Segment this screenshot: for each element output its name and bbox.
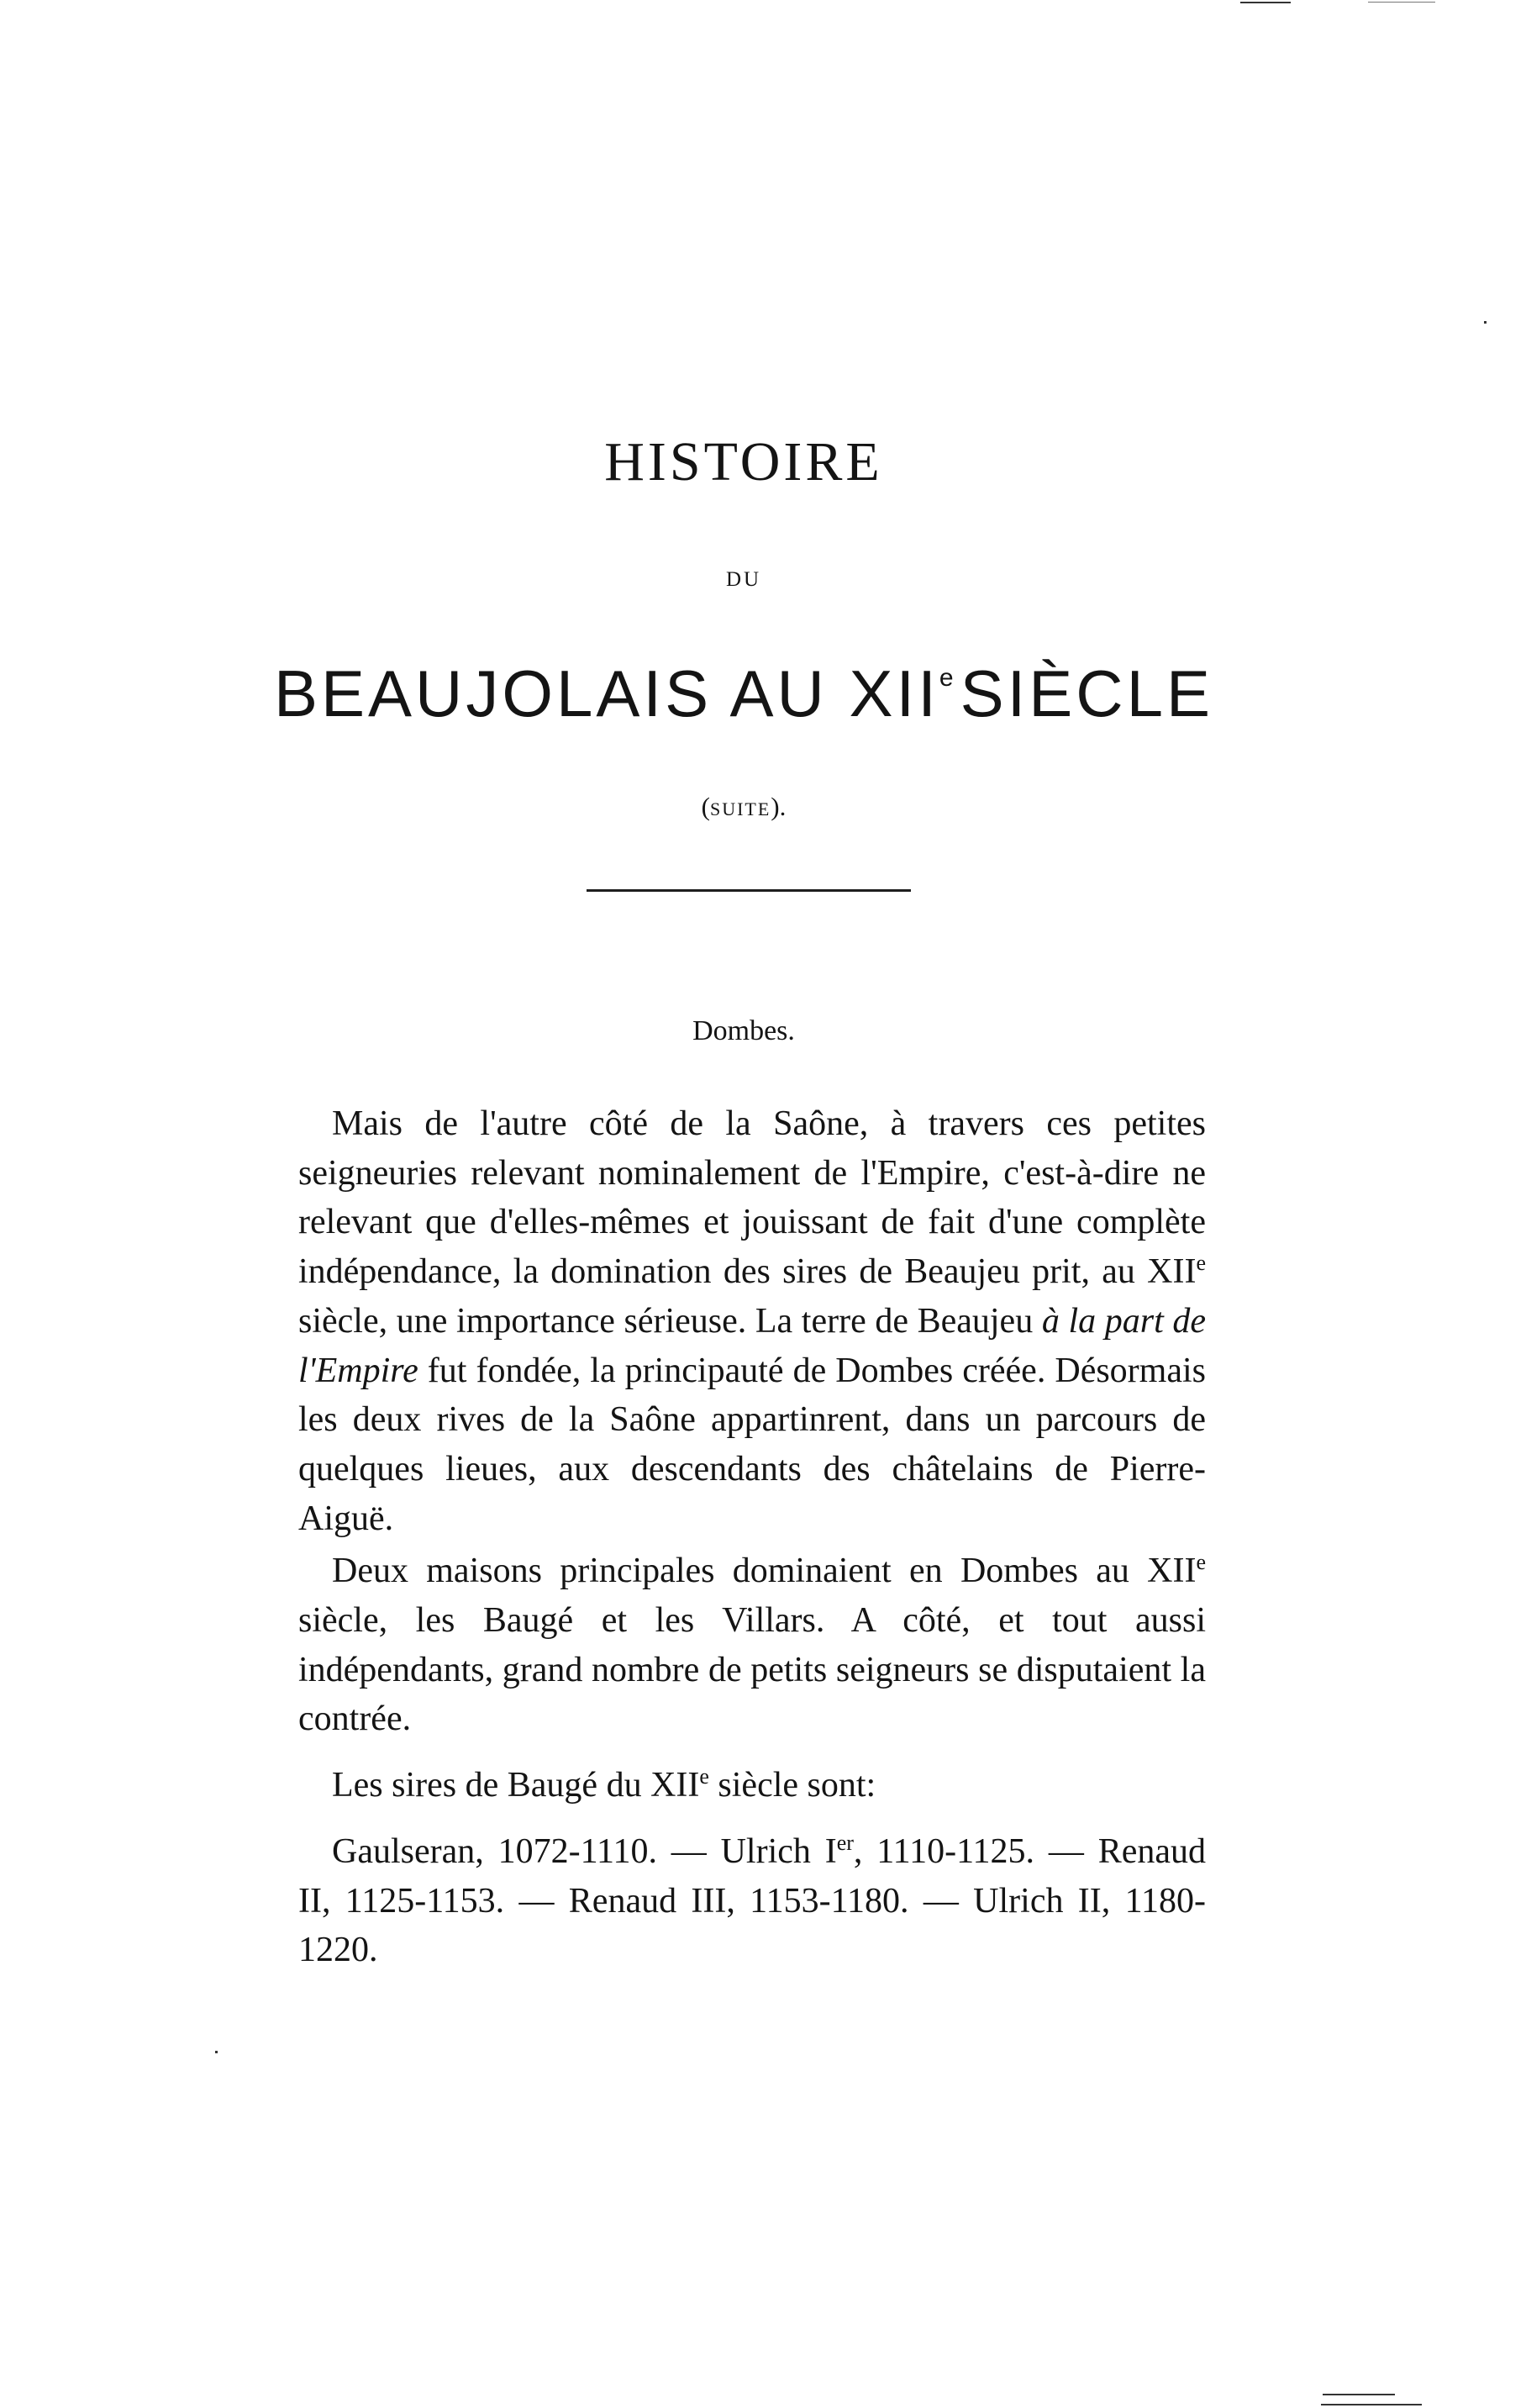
- p1-part-c: fut fondée, la principauté de Dombes créée. Désormais les deux rives de la Saône appartinrent, dans un parcours de quelques lieues, aux descendants des châtelains de Pierre-Aiguë.: [298, 1351, 1206, 1538]
- title-beaujolais: [0, 656, 1487, 732]
- title-histoire: HISTOIRE: [604, 431, 883, 493]
- p1-part-b: siècle, une importance sérieuse. La terre de Beaujeu: [298, 1301, 1042, 1341]
- suite-open: (: [701, 792, 710, 821]
- scan-mark-bottom-right: [1323, 2394, 1395, 2395]
- p4-part-a: Gaulseran, 1072-1110. — Ulrich I: [332, 1831, 837, 1871]
- p2-superscript: e: [1196, 1550, 1206, 1575]
- paragraph-2: [298, 1546, 1206, 1744]
- p2-part-b: siècle, les Baugé et les Villars. A côté, et tout aussi indépendants, grand nombre de petits seigneurs se disputaient la contrée.: [298, 1601, 1206, 1739]
- p3-part-a: Les sires de Baugé du XII: [332, 1766, 700, 1805]
- scan-mark-top-right-2: [1368, 2, 1435, 3]
- title-connector-du: DU: [725, 568, 762, 591]
- title-divider-rule: [587, 889, 911, 892]
- title-big-superscript: e: [939, 664, 954, 692]
- p3-superscript: e: [699, 1764, 709, 1789]
- body-text: [298, 1099, 1206, 1975]
- p4-superscript: er: [836, 1830, 854, 1855]
- title-big-prefix: BEAUJOLAIS AU XII: [273, 656, 939, 730]
- p4-part-b: , 1110-1125. — Renaud II, 1125-1153. — Renaud III, 1153-1180. — Ulrich II, 1180-1220.: [298, 1831, 1206, 1970]
- scan-mark-bottom-right-2: [1321, 2404, 1422, 2405]
- title-big-suffix: SIÈCLE: [960, 656, 1214, 730]
- p1-superscript: e: [1196, 1251, 1206, 1276]
- scan-speck-right: [1484, 321, 1487, 324]
- p2-part-a: Deux maisons principales dominaient en Dombes au XII: [332, 1552, 1197, 1591]
- suite-word: SUITE: [709, 798, 771, 819]
- p1-part-a: Mais de l'autre côté de la Saône, à travers ces petites seigneuries relevant nominalement de l'Empire, c'est-à-dire ne relevant que d'elles-mêmes et jouissant de fait d'une complète indépendance, la domination des sires de Beaujeu prit, au XII: [298, 1104, 1206, 1292]
- paragraph-3: [298, 1761, 1206, 1810]
- paragraph-4: [298, 1827, 1206, 1975]
- scan-mark-top-right: [1240, 2, 1291, 3]
- scan-speck-left: [215, 2051, 218, 2053]
- suite-label: [0, 792, 1487, 822]
- suite-close: ).: [771, 792, 787, 821]
- p3-part-b: siècle sont:: [708, 1766, 876, 1805]
- p1-italic-phrase: à la part de l'Empire: [298, 1301, 1206, 1390]
- section-heading-dombes: Dombes.: [692, 1015, 795, 1046]
- paragraph-1: [298, 1099, 1206, 1543]
